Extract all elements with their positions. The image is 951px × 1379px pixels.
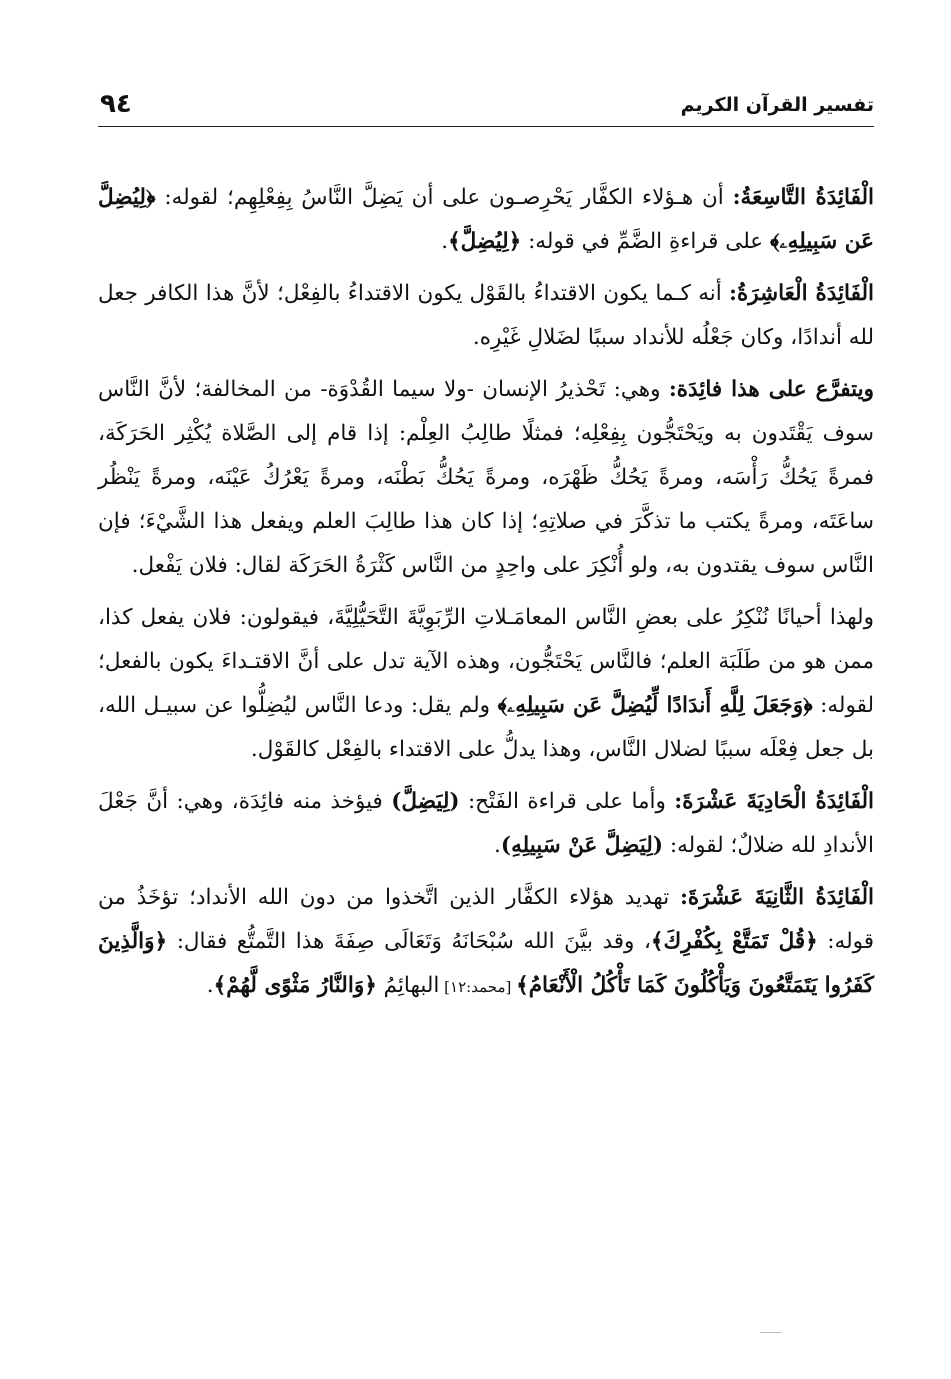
quran-verse: ﴿وَالَّذِينَ كَفَرُوا يَتَمَتَّعُونَ وَيَأْكُلُونَ كَمَا تَأْكُلُ الْأَنْعَامُ﴾ xyxy=(98,929,874,998)
paragraph-text: أن هـؤلاء الكفَّار يَحْرِصـون على أن يَضِلَّ النَّاسُ بِفِعْلِهِم؛ لقوله: xyxy=(155,185,733,210)
header-divider xyxy=(98,126,874,127)
benefit-heading: الْفَائِدَةُ التَّاسِعَةُ: xyxy=(732,185,874,210)
quran-verse: ﴿قُلْ تَمَتَّعْ بِكُفْرِكَ﴾ xyxy=(650,929,818,954)
benefit-heading: الْفَائِدَةُ الْعَاشِرَةُ: xyxy=(729,281,875,306)
paragraph-benefit-11 xyxy=(98,780,874,868)
page-header xyxy=(98,89,874,122)
page-body xyxy=(98,176,874,1017)
quran-verse: ﴿لِيُضِلَّ عَن سَبِيلِهِۦ﴾ xyxy=(98,185,874,254)
paragraph-text: وهي: تَحْذيرُ الإنسان -ولا سيما القُدْوَة- من المخالفة؛ لأنَّ النَّاس سوف يَقْتَدون به ويَحْتَجُّون بِفِعْلِه؛ فمثلًا طالِبُ العِلْم: إذا قام إلى الصَّلاة يُكْثِر الحَرَكَة، فمرةً يَحُكُّ رَأْسَه، ومرةً يَحُكُّ ظَهْرَه، ومرةً يَحُكُّ بَطْنَه، ومرةً يَعْرُكُ عَيْنَه، ومرةً يَنْظُر ساعَتَه، ومرةً يكتب ما تذكَّرَ في صلاتِهِ؛ إذا كان هذا طالِبَ العلم ويفعل هذا الشَّيْءَ؛ فإن النَّاس سوف يقتدون به، ولو أُنْكِرَ على واحِدٍ من النَّاس كَثْرَةُ الحَرَكَة لقال: فلان يَفْعل. xyxy=(98,377,874,578)
benefit-heading: الْفَائِدَةُ الْحَادِيَةَ عَشْرَةَ: xyxy=(674,789,874,814)
paragraph-text: فيؤخذ منه فائِدَة، وهي: أنَّ جَعْلَ الأندادِ لله ضلالٌ؛ لقوله: xyxy=(98,789,874,858)
paragraph-text: . xyxy=(206,973,214,998)
paragraph-text: ، وقد بيَّنَ الله سُبْحَانَهُ وَتَعَالَى صِفَةَ هذا التَّمتُّع فقال: xyxy=(167,929,651,954)
paragraph-benefit-10 xyxy=(98,272,874,360)
paragraph-text: . xyxy=(441,229,449,254)
quran-verse: ﴿لِيُضِلَّ﴾ xyxy=(448,229,522,254)
paragraph-text: على قراءةِ الضَّمِّ في قوله: xyxy=(521,229,770,254)
paragraph-benefit-12 xyxy=(98,876,874,1009)
page-number: ٩٤ xyxy=(100,89,132,119)
verse-citation: [محمد:١٢] xyxy=(439,978,517,996)
running-title: تفسير القرآن الكريم xyxy=(680,94,874,116)
paragraph-text: ولهذا أحيانًا نُنْكِرُ على بعضِ النَّاس المعامَـلاتِ الرِّبَوِيَّةَ التَّحَيُّلِيَّةَ، فيقولون: فلان يفعل كذا، ممن هو من طَلَبَة العلم؛ فالنَّاس يَحْتَجُّون، وهذه الآية تدل على أنَّ الاقتـداءَ يكون بالفعل؛ لقوله: xyxy=(98,605,874,718)
quran-verse: ﴿وَجَعَلَ لِلَّهِ أَندَادًا لِّيُضِلَّ عَن سَبِيلِهِۦ﴾ xyxy=(497,693,813,718)
paragraph-text: البهائِمُ xyxy=(376,973,440,998)
benefit-heading: الْفَائِدَةُ الثَّانِيَةَ عَشْرَةَ: xyxy=(680,885,874,910)
paragraph-text: . xyxy=(494,833,501,858)
paragraph-usury-example xyxy=(98,596,874,772)
paragraph-text: وأما على قراءة الفَتْح: xyxy=(459,789,675,814)
paragraph-text: تهديد هؤلاء الكفَّار الذين اتَّخذوا من دون الله الأنداد؛ تؤخَذُ من قوله: xyxy=(98,885,875,954)
quran-verse: ﴿وَالنَّارُ مَثْوًى لَّهُمْ﴾ xyxy=(213,973,377,998)
quran-reading: (لِيَضِلَّ) xyxy=(391,789,460,814)
paragraph-text: أنه كـما يكون الاقتداءُ بالقَوْل يكون الاقتداءُ بالفِعْل؛ لأنَّ هذا الكافر جعل لله أندادًا، وكان جَعْلُه للأنداد سببًا لضَلالِ غَيْرِه. xyxy=(98,281,874,350)
paragraph-benefit-9 xyxy=(98,176,874,264)
paragraph-text: ولم يقل: ودعا النَّاس ليُضِلُّوا عن سبيـل الله، بل جعل فِعْلَه سببًا لضلال النَّاس، وهذا يدلُّ على الاقتداء بالفِعْل كالقَوْل. xyxy=(98,693,874,762)
benefit-heading: ويتفرَّع على هذا فائِدَة: xyxy=(668,377,874,402)
quran-reading: (لِيَضِلَّ عَنْ سَبِيلِهِ) xyxy=(500,833,664,858)
page-footer-mark xyxy=(760,1332,782,1333)
paragraph-derived-benefit xyxy=(98,368,874,588)
